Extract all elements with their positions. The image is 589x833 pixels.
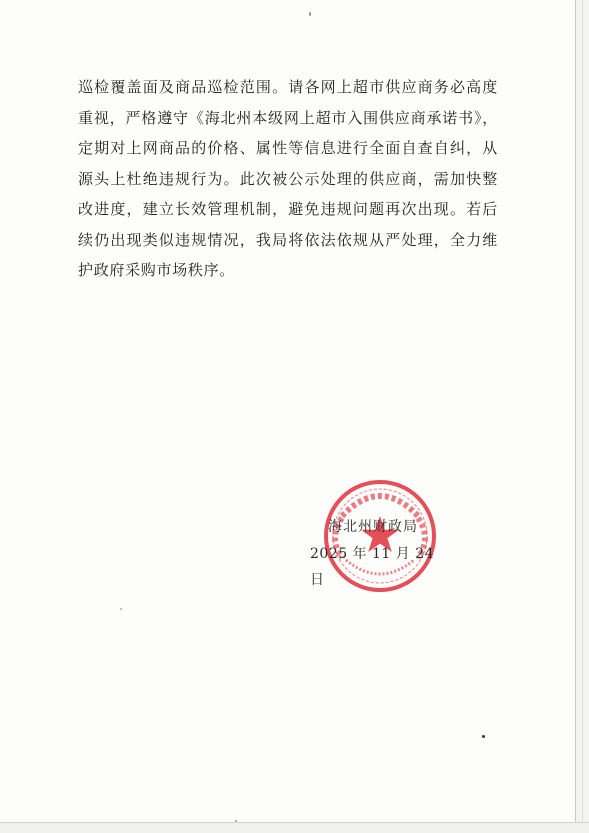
scan-speck [309, 12, 311, 16]
page-bottom-edge [0, 822, 589, 833]
scan-speck [235, 820, 237, 822]
page-right-edge [575, 0, 589, 833]
issue-date: 2025 年 11 月 24 日 [310, 546, 435, 588]
signature-block [300, 513, 450, 593]
issuing-organization: 海北州财政局 [328, 519, 418, 535]
scan-speck [482, 735, 485, 738]
body-paragraph: 巡检覆盖面及商品巡检范围。请各网上超市供应商务必高度重视，严格遵守《海北州本级网上超市入围供应商承诺书》，定期对上网商品的价格、属性等信息进行全面自查自纠，从源头上杜绝违规行为。此次被公示处理的供应商，需加快整改进度，建立长效管理机制，避免违规问题再次出现。若后续仍出现类似违规情况，我局将依法依规从严处理，全力维护政府采购市场秩序。 [78, 78, 498, 279]
scan-speck [120, 608, 122, 610]
